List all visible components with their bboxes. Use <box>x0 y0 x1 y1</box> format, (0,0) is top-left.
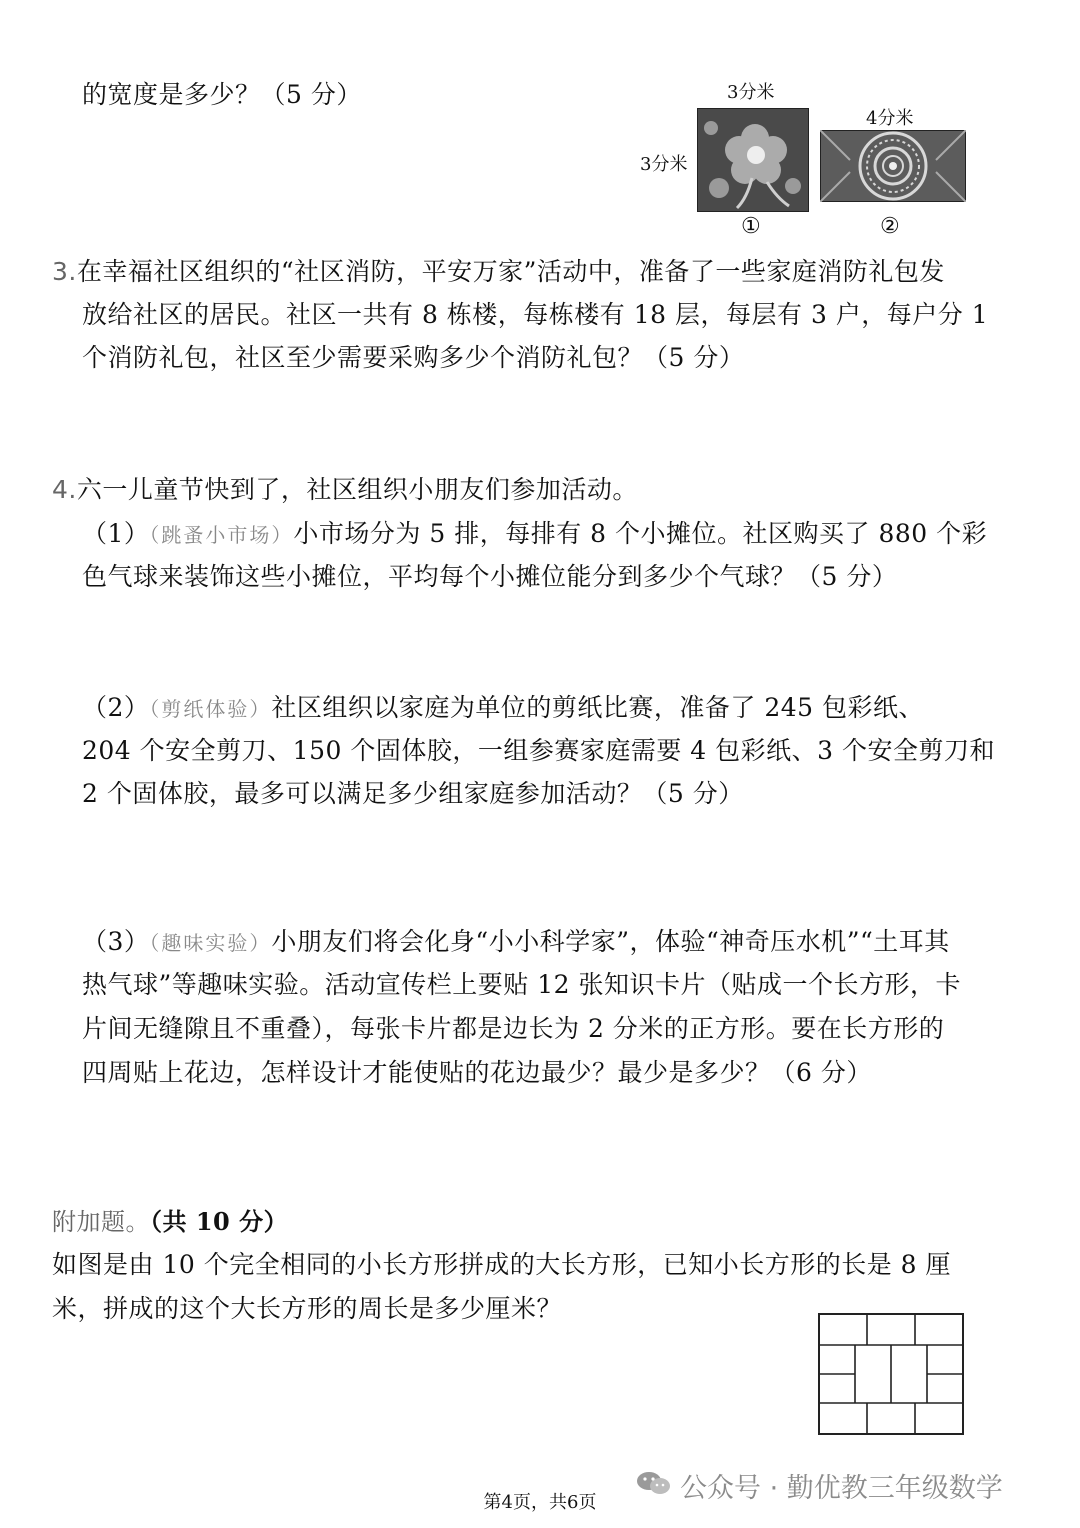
tile1-side-label: 3分米 <box>640 154 688 175</box>
tile1-caption: ① <box>741 214 761 239</box>
q4-number: 4. <box>52 475 77 504</box>
q4-intro: 4.六一儿童节快到了，社区组织小朋友们参加活动。 <box>52 475 638 504</box>
q4-sub3-line-3: 片间无缝隙且不重叠），每张卡片都是边长为 2 分米的正方形。要在长方形的 <box>82 1014 945 1043</box>
q4-sub2-line-3: 2 个固体胶，最多可以满足多少组家庭参加活动？（5 分） <box>82 779 744 808</box>
tile1-image <box>697 108 809 212</box>
q3-line-1: 3.在幸福社区组织的“社区消防，平安万家”活动中，准备了一些家庭消防礼包发 <box>52 257 945 286</box>
tile2-caption: ② <box>880 214 900 239</box>
sub3-tag: （趣味实验） <box>149 931 272 955</box>
q2-tail-text: 的宽度是多少？（5 分） <box>82 80 362 109</box>
q4-sub1-line-2: 色气球来装饰这些小摊位，平均每个小摊位能分到多少个气球？（5 分） <box>82 562 898 591</box>
tile2-image <box>820 130 966 202</box>
bonus-title: 附加题。（共 10 分） <box>52 1207 289 1236</box>
bonus-figure <box>818 1313 964 1435</box>
q4-sub3-line-1: （3）（趣味实验）小朋友们将会化身“小小科学家”，体验“神奇压水机”“土耳其 <box>82 927 950 956</box>
page-footer: 第4页，共6页 <box>483 1492 597 1513</box>
q4-sub3-line-2: 热气球”等趣味实验。活动宣传栏上要贴 12 张知识卡片（贴成一个长方形，卡 <box>82 970 961 999</box>
sub1-tag: （跳蚤小市场） <box>149 523 294 547</box>
bonus-line-2: 米，拼成的这个大长方形的周长是多少厘米？ <box>52 1294 563 1323</box>
q3-line-2: 放给社区的居民。社区一共有 8 栋楼，每栋楼有 18 层，每层有 3 户，每户分 1 <box>82 300 989 329</box>
q4-sub3-line-4: 四周贴上花边，怎样设计才能使贴的花边最少？最少是多少？（6 分） <box>82 1058 872 1087</box>
q4-sub1-line-1: （1）（跳蚤小市场）小市场分为 5 排，每排有 8 个小摊位。社区购买了 880 个彩 <box>82 519 988 548</box>
q3-number: 3. <box>52 257 77 286</box>
watermark-text: 公众号 · 勤优教三年级数学 <box>680 1473 1003 1504</box>
bonus-line-1: 如图是由 10 个完全相同的小长方形拼成的大长方形，已知小长方形的长是 8 厘 <box>52 1250 952 1279</box>
tile2-top-label: 4分米 <box>866 108 914 129</box>
tile1-top-label: 3分米 <box>727 82 775 103</box>
q3-line-3: 个消防礼包，社区至少需要采购多少个消防礼包？（5 分） <box>82 343 745 372</box>
q4-sub2-line-2: 204 个安全剪刀、150 个固体胶，一组参赛家庭需要 4 包彩纸、3 个安全剪刀和 <box>82 736 995 765</box>
sub2-tag: （剪纸体验） <box>149 697 272 721</box>
q4-sub2-line-1: （2）（剪纸体验）社区组织以家庭为单位的剪纸比赛，准备了 245 包彩纸、 <box>82 693 925 722</box>
